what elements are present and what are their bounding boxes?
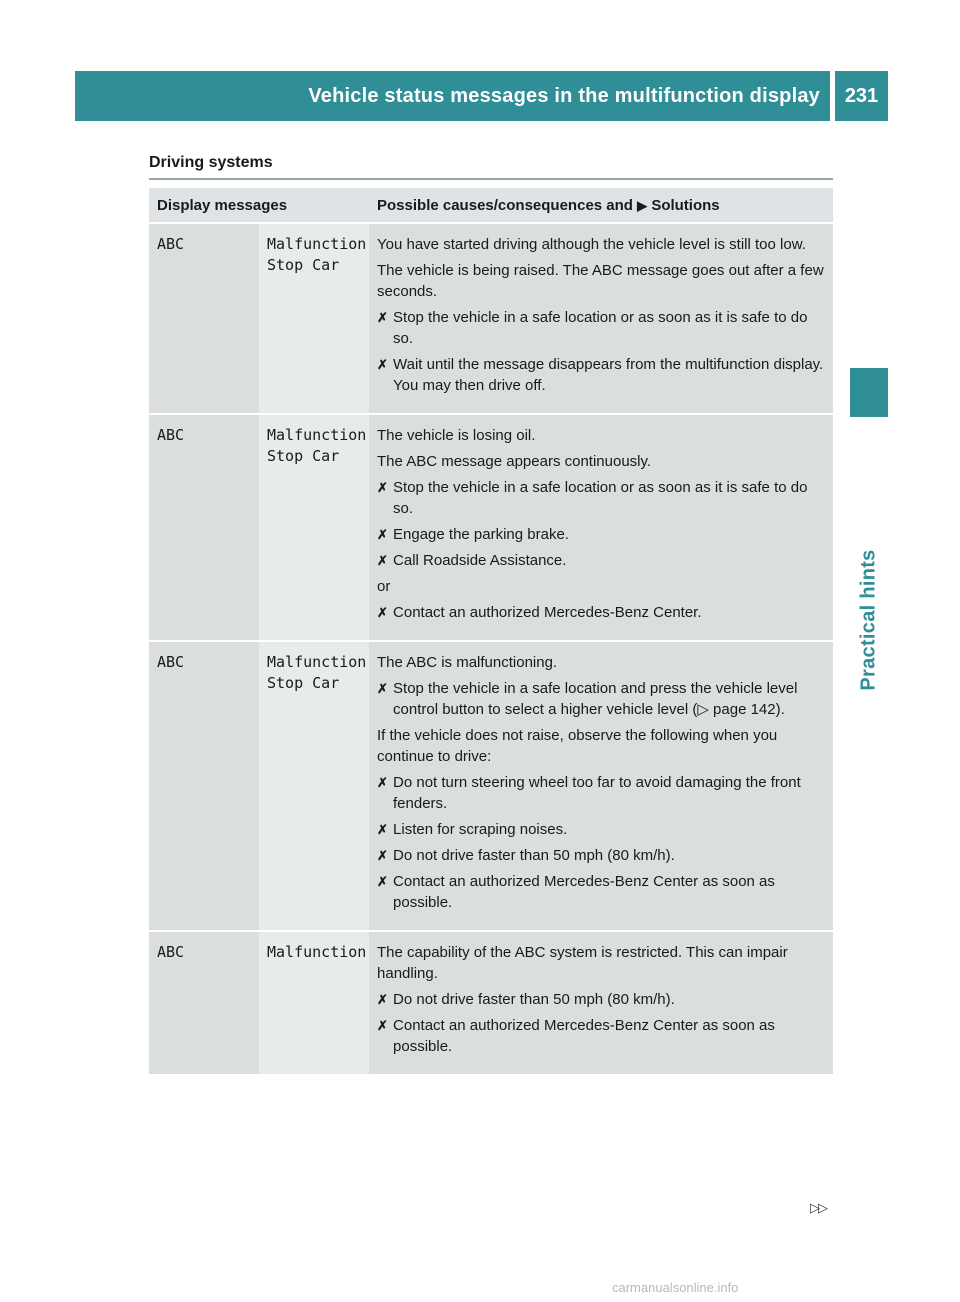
cause-text: The vehicle is being raised. The ABC message goes out after a few seconds. — [377, 262, 824, 300]
table-header-row — [149, 188, 833, 223]
display-message-cell: Malfunction Stop Car — [259, 414, 369, 641]
action-step — [377, 1015, 827, 1057]
step-text: Engage the parking brake. — [393, 526, 569, 543]
table-row — [149, 223, 833, 414]
header-solutions-suffix: Solutions — [651, 196, 720, 214]
page-header-bar — [75, 71, 830, 121]
cause-text: The ABC is malfunctioning. — [377, 654, 558, 671]
page-number: 231 — [844, 85, 879, 107]
solution-arrow-icon: ▶ — [637, 197, 648, 213]
cause-text: You have started driving although the vehicle level is still too low. — [377, 236, 806, 253]
messages-table — [149, 188, 833, 1076]
action-x-icon: ✗ — [377, 1018, 388, 1033]
cause-text: If the vehicle does not raise, observe the following when you continue to drive: — [377, 727, 778, 765]
system-code-cell: ABC — [149, 931, 259, 1075]
step-text: Call Roadside Assistance. — [393, 552, 567, 569]
system-code-cell: ABC — [149, 223, 259, 414]
watermark-text: carmanualsonline.info — [612, 1280, 739, 1295]
action-x-icon: ✗ — [377, 874, 388, 889]
action-step — [377, 989, 827, 1010]
header-solutions-prefix: Possible causes/consequences and — [377, 196, 633, 214]
step-text: Stop the vehicle in a safe location and press the vehicle level control button to select a higher vehicle level (▷ page 142). — [393, 680, 798, 718]
solutions-cell — [369, 414, 833, 641]
action-x-icon: ✗ — [377, 310, 388, 325]
cause-text: or — [377, 578, 391, 595]
display-message-cell: Malfunction — [259, 931, 369, 1075]
table-row — [149, 931, 833, 1075]
step-continuation: You may then drive off. — [393, 377, 546, 394]
action-step — [377, 354, 827, 396]
action-step — [377, 550, 827, 571]
action-step — [377, 524, 827, 545]
action-x-icon: ✗ — [377, 775, 388, 790]
header-display-messages: Display messages — [149, 188, 369, 223]
cause-text: The ABC message appears continuously. — [377, 453, 652, 470]
action-x-icon: ✗ — [377, 848, 388, 863]
cause-text: The capability of the ABC system is restricted. This can impair handling. — [377, 944, 788, 982]
solutions-cell — [369, 641, 833, 931]
step-text: Do not drive faster than 50 mph (80 km/h). — [393, 991, 675, 1008]
table-body — [149, 223, 833, 1075]
action-step — [377, 871, 827, 913]
solutions-cell — [369, 223, 833, 414]
page-header-title: Vehicle status messages in the multifunction display — [308, 85, 820, 107]
display-message-cell: Malfunction Stop Car — [259, 223, 369, 414]
continued-arrows-icon: ▷▷ — [810, 1200, 826, 1215]
action-x-icon: ✗ — [377, 822, 388, 837]
action-step — [377, 678, 827, 720]
system-code-cell: ABC — [149, 414, 259, 641]
action-x-icon: ✗ — [377, 527, 388, 542]
section-side-label: Practical hints — [857, 549, 880, 691]
action-x-icon: ✗ — [377, 992, 388, 1007]
page-number-box — [835, 71, 888, 121]
action-step — [377, 819, 827, 840]
action-step — [377, 845, 827, 866]
step-text: Do not turn steering wheel too far to avoid damaging the front fenders. — [393, 774, 801, 812]
step-text: Contact an authorized Mercedes-Benz Center. — [393, 604, 702, 621]
action-x-icon: ✗ — [377, 480, 388, 495]
action-step — [377, 307, 827, 349]
step-text: Contact an authorized Mercedes-Benz Center as soon as possible. — [393, 873, 775, 911]
action-x-icon: ✗ — [377, 605, 388, 620]
action-x-icon: ✗ — [377, 681, 388, 696]
action-step — [377, 477, 827, 519]
header-solutions — [369, 188, 833, 223]
action-step — [377, 772, 827, 814]
system-code-cell: ABC — [149, 641, 259, 931]
table-row — [149, 414, 833, 641]
step-text: Contact an authorized Mercedes-Benz Center as soon as possible. — [393, 1017, 775, 1055]
step-text: Listen for scraping noises. — [393, 821, 568, 838]
display-message-cell: Malfunction Stop Car — [259, 641, 369, 931]
step-text: Stop the vehicle in a safe location or as soon as it is safe to do so. — [393, 309, 808, 347]
section-title: Driving systems — [149, 154, 273, 171]
action-x-icon: ✗ — [377, 553, 388, 568]
step-text: Do not drive faster than 50 mph (80 km/h). — [393, 847, 675, 864]
action-x-icon: ✗ — [377, 357, 388, 372]
table-row — [149, 641, 833, 931]
cause-text: The vehicle is losing oil. — [377, 427, 536, 444]
action-step — [377, 602, 827, 623]
step-text: Stop the vehicle in a safe location or as soon as it is safe to do so. — [393, 479, 808, 517]
section-divider — [149, 178, 833, 180]
step-text: Wait until the message disappears from the multifunction display. — [393, 356, 824, 373]
solutions-cell — [369, 931, 833, 1075]
section-tab-marker — [850, 368, 888, 417]
